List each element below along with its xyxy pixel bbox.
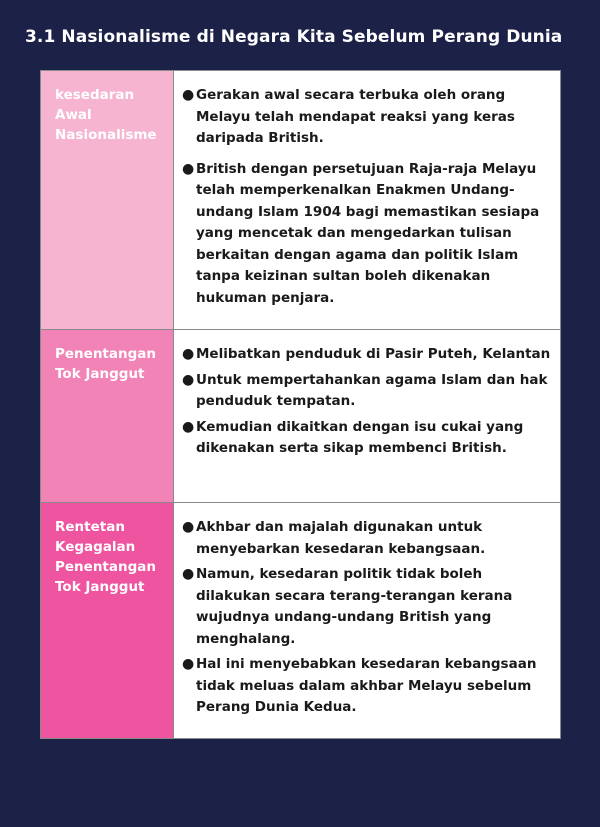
list-item (182, 564, 554, 650)
row-label (41, 503, 174, 738)
list-item-text: Akhbar dan majalah digunakan untuk menyebarkan kesedaran kebangsaan. (196, 519, 486, 557)
list-item-text: Kemudian dikaitkan dengan isu cukai yang dikenakan serta sikap membenci British. (196, 418, 524, 456)
list-item (182, 517, 554, 560)
table-row (41, 71, 560, 329)
table-row (41, 502, 560, 738)
list-item-text: Hal ini menyebabkan kesedaran kebangsaan tidak meluas dalam akhbar Melayu sebelum Perang Dunia Kedua. (196, 656, 537, 715)
row-content (174, 503, 560, 738)
list-item-text: British dengan persetujuan Raja-raja Melayu telah memperkenalkan Enakmen Undang-undang Islam 1904 bagi memastikan sesiapa yang mencetak dan mengedarkan tulisan berkaitan dengan agama dan politik Islam tanpa keizinan sultan boleh dikenakan hukuman penjara. (196, 160, 540, 306)
row-label (41, 330, 174, 502)
bullet-icon: ● (182, 566, 195, 582)
bullet-icon: ● (182, 519, 195, 535)
page-title: 3.1 Nasionalisme di Negara Kita Sebelum Perang Dunia (25, 27, 563, 47)
row-label-text: Rentetan Kegagalan Penentangan Tok Janggut (55, 519, 156, 595)
bullet-icon: ● (182, 656, 195, 672)
list-item-text: Namun, kesedaran politik tidak boleh dilakukan secara terang-terangan kerana wujudnya undang-undang British yang menghalang. (196, 566, 513, 647)
list-item (182, 159, 554, 310)
list-item-text: Gerakan awal secara terbuka oleh orang Melayu telah mendapat reaksi yang keras daripada British. (196, 87, 515, 146)
bullet-icon: ● (182, 87, 195, 103)
bullet-icon: ● (182, 371, 195, 388)
row-label (41, 71, 174, 329)
list-item (182, 344, 554, 366)
bullet-icon: ● (182, 418, 195, 435)
row-label-text: kesedaran Awal Nasionalisme (55, 87, 157, 143)
list-item (182, 654, 554, 719)
table-row (41, 329, 560, 502)
bullet-icon: ● (182, 346, 195, 362)
list-item-text: Melibatkan penduduk di Pasir Puteh, Kelantan (196, 346, 551, 362)
row-content (174, 71, 560, 329)
bullet-icon: ● (182, 160, 195, 177)
list-item-text: Untuk mempertahankan agama Islam dan hak penduduk tempatan. (196, 371, 548, 409)
info-table (40, 70, 561, 739)
list-item (182, 85, 554, 150)
list-item (182, 370, 554, 413)
list-item (182, 417, 554, 460)
row-content (174, 330, 560, 502)
row-label-text: Penentangan Tok Janggut (55, 346, 156, 382)
